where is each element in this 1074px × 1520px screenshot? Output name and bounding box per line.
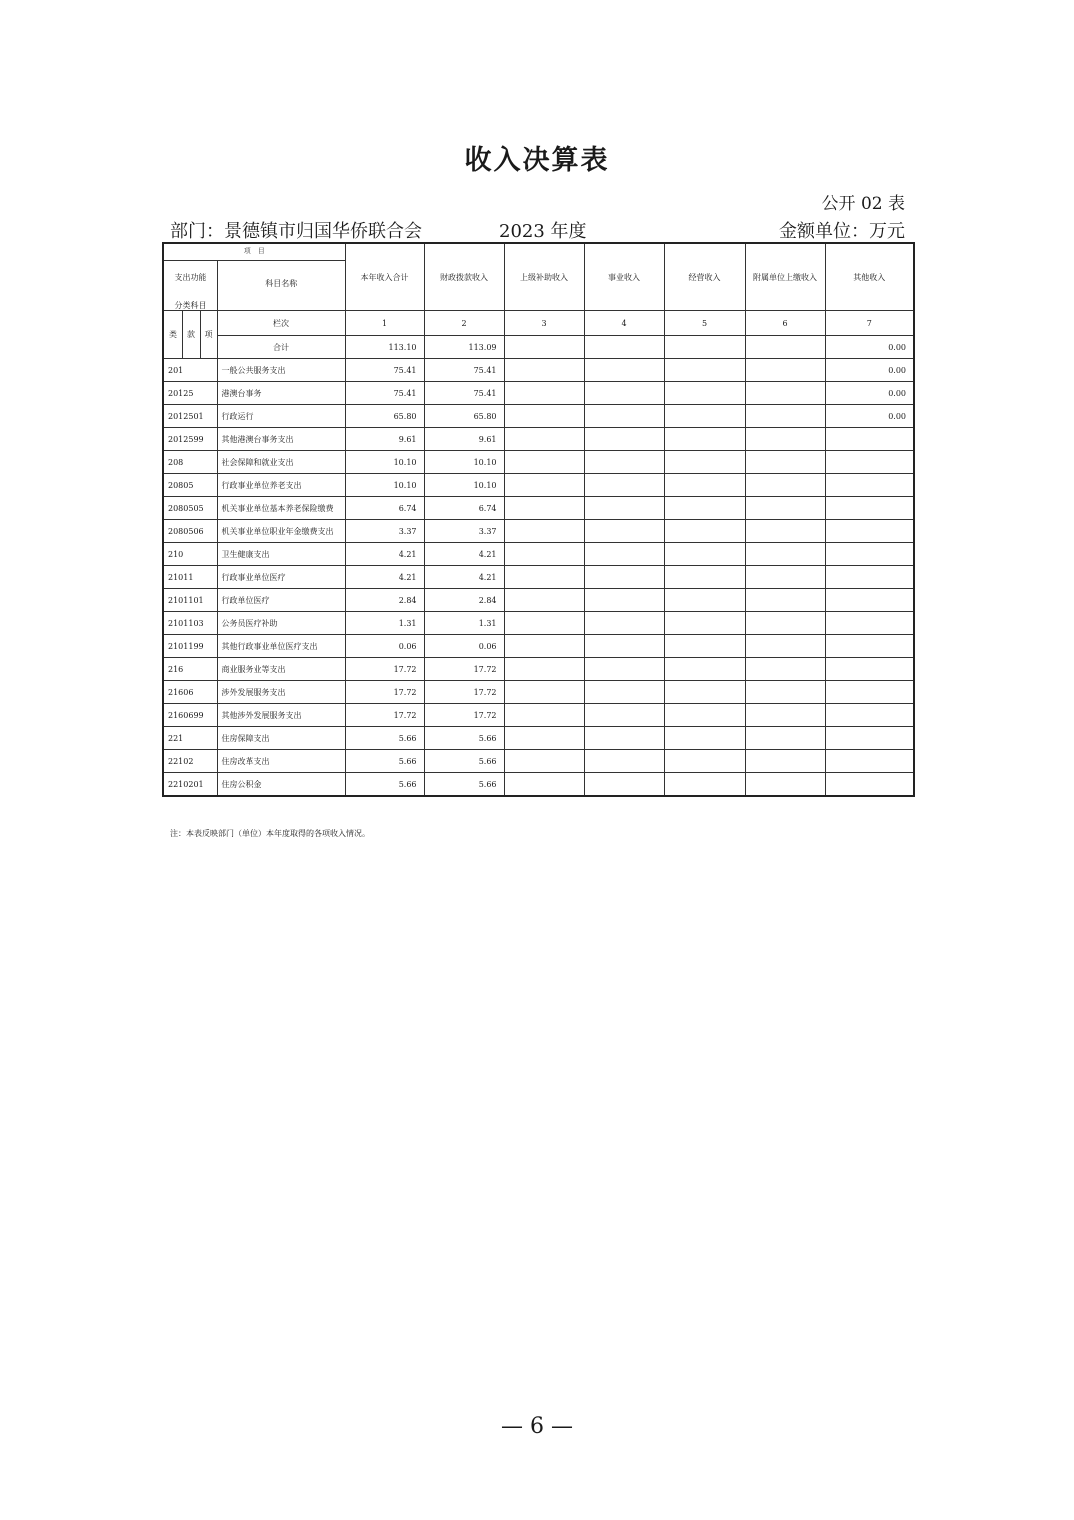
- table-row: [163, 474, 914, 497]
- row-subject-name: 行政事业单位养老支出: [217, 474, 345, 497]
- empty-cell: [504, 451, 584, 474]
- total-label: 合计: [217, 336, 345, 359]
- empty-cell: [745, 428, 825, 451]
- table-note: 注：本表反映部门（单位）本年度取得的各项收入情况。: [170, 829, 370, 838]
- empty-cell: [504, 658, 584, 681]
- empty-cell: [584, 497, 664, 520]
- row-code: 216: [163, 658, 217, 681]
- col-num: 6: [745, 311, 825, 336]
- empty-cell: [504, 773, 584, 797]
- empty-cell: [664, 451, 745, 474]
- col-fiscal-header: 财政拨款收入: [424, 243, 504, 311]
- empty-cell: [745, 612, 825, 635]
- row-subject-name: 一般公共服务支出: [217, 359, 345, 382]
- empty-cell: [584, 405, 664, 428]
- row-other: [825, 704, 914, 727]
- lei-kuan-xiang: [163, 311, 217, 359]
- row-other: [825, 750, 914, 773]
- row-total: 9.61: [345, 428, 424, 451]
- row-subject-name: 行政运行: [217, 405, 345, 428]
- empty-cell: [664, 543, 745, 566]
- table-row: [163, 359, 914, 382]
- row-total: 5.66: [345, 773, 424, 797]
- table-row: [163, 543, 914, 566]
- empty-cell: [664, 520, 745, 543]
- empty-cell: [745, 497, 825, 520]
- col-total-header: 本年收入合计: [345, 243, 424, 311]
- empty-cell: [584, 382, 664, 405]
- row-other: [825, 474, 914, 497]
- row-other: [825, 543, 914, 566]
- row-fiscal: 4.21: [424, 566, 504, 589]
- empty-cell: [584, 727, 664, 750]
- empty-cell: [504, 382, 584, 405]
- table-row: [163, 681, 914, 704]
- empty-cell: [584, 543, 664, 566]
- empty-cell: [745, 635, 825, 658]
- table-row: [163, 658, 914, 681]
- empty-cell: [504, 727, 584, 750]
- subject-name-header: 科目名称: [265, 279, 298, 288]
- row-subject-name: 商业服务业等支出: [217, 658, 345, 681]
- row-code: 21011: [163, 566, 217, 589]
- project-label: 项 目: [164, 244, 345, 261]
- empty-cell: [745, 704, 825, 727]
- empty-cell: [504, 405, 584, 428]
- empty-cell: [745, 474, 825, 497]
- row-fiscal: 3.37: [424, 520, 504, 543]
- row-other: 0.00: [825, 382, 914, 405]
- table-row: [163, 520, 914, 543]
- empty-cell: [745, 405, 825, 428]
- table-row: [163, 612, 914, 635]
- row-total: 3.37: [345, 520, 424, 543]
- table-row: [163, 566, 914, 589]
- row-fiscal: 65.80: [424, 405, 504, 428]
- empty-cell: [745, 727, 825, 750]
- empty-cell: [664, 773, 745, 797]
- empty-cell: [504, 520, 584, 543]
- unit-label: 金额单位：万元: [779, 221, 905, 242]
- lanci-label: 栏次: [217, 311, 345, 336]
- empty-cell: [664, 474, 745, 497]
- col-superior-header: 上级补助收入: [504, 243, 584, 311]
- empty-cell: [504, 336, 584, 359]
- row-code: 2012501: [163, 405, 217, 428]
- row-other: [825, 681, 914, 704]
- empty-cell: [664, 658, 745, 681]
- row-other: [825, 497, 914, 520]
- row-subject-name: 机关事业单位基本养老保险缴费: [217, 497, 345, 520]
- empty-cell: [584, 589, 664, 612]
- row-code: 20125: [163, 382, 217, 405]
- row-subject-name: 住房保障支出: [217, 727, 345, 750]
- empty-cell: [745, 451, 825, 474]
- row-other: [825, 566, 914, 589]
- row-total: 75.41: [345, 359, 424, 382]
- empty-cell: [584, 635, 664, 658]
- empty-cell: [664, 336, 745, 359]
- col-affiliated-header: 附属单位上缴收入: [745, 243, 825, 311]
- empty-cell: [504, 681, 584, 704]
- year-label: 2023 年度: [499, 221, 587, 242]
- row-fiscal: 10.10: [424, 474, 504, 497]
- func-class-header: [164, 260, 218, 310]
- table-row: [163, 635, 914, 658]
- row-code: 2101101: [163, 589, 217, 612]
- row-fiscal: 75.41: [424, 382, 504, 405]
- data-rows: [163, 359, 914, 797]
- empty-cell: [504, 612, 584, 635]
- row-total: 17.72: [345, 658, 424, 681]
- col-num: 4: [584, 311, 664, 336]
- empty-cell: [504, 428, 584, 451]
- empty-cell: [504, 359, 584, 382]
- row-other: [825, 451, 914, 474]
- table-row: [163, 428, 914, 451]
- empty-cell: [504, 635, 584, 658]
- empty-cell: [584, 704, 664, 727]
- empty-cell: [584, 773, 664, 797]
- table-row: [163, 589, 914, 612]
- empty-cell: [584, 520, 664, 543]
- empty-cell: [664, 428, 745, 451]
- row-fiscal: 2.84: [424, 589, 504, 612]
- empty-cell: [745, 382, 825, 405]
- row-subject-name: 行政单位医疗: [217, 589, 345, 612]
- total-fiscal: 113.09: [424, 336, 504, 359]
- row-other: [825, 773, 914, 797]
- row-fiscal: 1.31: [424, 612, 504, 635]
- row-fiscal: 75.41: [424, 359, 504, 382]
- empty-cell: [504, 497, 584, 520]
- row-other: 0.00: [825, 405, 914, 428]
- row-total: 5.66: [345, 727, 424, 750]
- row-subject-name: 涉外发展服务支出: [217, 681, 345, 704]
- form-code: 公开 02 表: [821, 194, 905, 214]
- empty-cell: [504, 543, 584, 566]
- col-num: 5: [664, 311, 745, 336]
- empty-cell: [745, 681, 825, 704]
- row-code: 22102: [163, 750, 217, 773]
- kuan-label: 款: [182, 311, 201, 358]
- income-table: [162, 242, 915, 797]
- row-total: 17.72: [345, 704, 424, 727]
- row-fiscal: 17.72: [424, 704, 504, 727]
- row-code: 210: [163, 543, 217, 566]
- table-row: [163, 451, 914, 474]
- row-total: 4.21: [345, 566, 424, 589]
- row-code: 2210201: [163, 773, 217, 797]
- table-row: [163, 704, 914, 727]
- row-fiscal: 0.06: [424, 635, 504, 658]
- empty-cell: [584, 451, 664, 474]
- empty-cell: [504, 566, 584, 589]
- empty-cell: [664, 704, 745, 727]
- row-subject-name: 公务员医疗补助: [217, 612, 345, 635]
- row-other: [825, 612, 914, 635]
- row-code: 21606: [163, 681, 217, 704]
- row-total: 0.06: [345, 635, 424, 658]
- department-label: 部门：景德镇市归国华侨联合会: [170, 221, 422, 242]
- table-row: [163, 382, 914, 405]
- row-subject-name: 住房公积金: [217, 773, 345, 797]
- row-fiscal: 17.72: [424, 681, 504, 704]
- empty-cell: [664, 589, 745, 612]
- col-num: 2: [424, 311, 504, 336]
- row-total: 10.10: [345, 474, 424, 497]
- empty-cell: [504, 474, 584, 497]
- empty-cell: [745, 589, 825, 612]
- row-total: 75.41: [345, 382, 424, 405]
- row-other: 0.00: [825, 359, 914, 382]
- empty-cell: [584, 428, 664, 451]
- row-subject-name: 卫生健康支出: [217, 543, 345, 566]
- empty-cell: [664, 635, 745, 658]
- table-row: [163, 773, 914, 797]
- row-fiscal: 5.66: [424, 727, 504, 750]
- table-row: [163, 727, 914, 750]
- empty-cell: [664, 359, 745, 382]
- row-code: 2080506: [163, 520, 217, 543]
- row-subject-name: 机关事业单位职业年金缴费支出: [217, 520, 345, 543]
- row-code: 20805: [163, 474, 217, 497]
- xiang-label: 项: [204, 330, 213, 339]
- row-subject-name: 港澳台事务: [217, 382, 345, 405]
- empty-cell: [584, 359, 664, 382]
- empty-cell: [504, 750, 584, 773]
- row-other: [825, 428, 914, 451]
- row-other: [825, 589, 914, 612]
- meta-row: [170, 217, 905, 241]
- row-total: 1.31: [345, 612, 424, 635]
- empty-cell: [584, 336, 664, 359]
- empty-cell: [664, 405, 745, 428]
- row-fiscal: 5.66: [424, 773, 504, 797]
- empty-cell: [745, 566, 825, 589]
- row-subject-name: 住房改革支出: [217, 750, 345, 773]
- func-class-line1: 支出功能: [174, 273, 207, 282]
- total-other: 0.00: [825, 336, 914, 359]
- empty-cell: [745, 359, 825, 382]
- row-fiscal: 17.72: [424, 658, 504, 681]
- empty-cell: [664, 382, 745, 405]
- row-other: [825, 520, 914, 543]
- empty-cell: [584, 612, 664, 635]
- row-total: 2.84: [345, 589, 424, 612]
- col-num: 7: [825, 311, 914, 336]
- row-fiscal: 10.10: [424, 451, 504, 474]
- project-header: [163, 243, 345, 311]
- row-code: 2012599: [163, 428, 217, 451]
- empty-cell: [584, 750, 664, 773]
- row-total: 5.66: [345, 750, 424, 773]
- col-business-header: 事业收入: [584, 243, 664, 311]
- row-code: 2101103: [163, 612, 217, 635]
- row-subject-name: 行政事业单位医疗: [217, 566, 345, 589]
- row-total: 17.72: [345, 681, 424, 704]
- empty-cell: [504, 704, 584, 727]
- total-row: [163, 336, 914, 359]
- row-code: 2080505: [163, 497, 217, 520]
- col-num: 3: [504, 311, 584, 336]
- row-fiscal: 4.21: [424, 543, 504, 566]
- row-fiscal: 9.61: [424, 428, 504, 451]
- empty-cell: [664, 566, 745, 589]
- row-code: 2160699: [163, 704, 217, 727]
- empty-cell: [745, 520, 825, 543]
- empty-cell: [584, 681, 664, 704]
- empty-cell: [745, 750, 825, 773]
- row-subject-name: 其他港澳台事务支出: [217, 428, 345, 451]
- empty-cell: [664, 681, 745, 704]
- empty-cell: [664, 727, 745, 750]
- empty-cell: [745, 773, 825, 797]
- empty-cell: [504, 589, 584, 612]
- row-subject-name: 其他行政事业单位医疗支出: [217, 635, 345, 658]
- row-other: [825, 727, 914, 750]
- row-code: 221: [163, 727, 217, 750]
- row-total: 10.10: [345, 451, 424, 474]
- row-total: 6.74: [345, 497, 424, 520]
- row-subject-name: 其他涉外发展服务支出: [217, 704, 345, 727]
- row-code: 208: [163, 451, 217, 474]
- empty-cell: [584, 474, 664, 497]
- header-row: [163, 243, 914, 311]
- row-code: 201: [163, 359, 217, 382]
- row-fiscal: 5.66: [424, 750, 504, 773]
- empty-cell: [584, 566, 664, 589]
- empty-cell: [745, 658, 825, 681]
- row-total: 65.80: [345, 405, 424, 428]
- table-row: [163, 750, 914, 773]
- col-num: 1: [345, 311, 424, 336]
- empty-cell: [664, 750, 745, 773]
- col-other-header: 其他收入: [825, 243, 914, 311]
- empty-cell: [745, 543, 825, 566]
- total-value: 113.10: [345, 336, 424, 359]
- empty-cell: [664, 497, 745, 520]
- row-total: 4.21: [345, 543, 424, 566]
- table-row: [163, 497, 914, 520]
- row-fiscal: 6.74: [424, 497, 504, 520]
- func-class-line2: 分类科目: [174, 301, 207, 310]
- row-subject-name: 社会保障和就业支出: [217, 451, 345, 474]
- lanci-row: [163, 311, 914, 336]
- page-title: 收入决算表: [464, 145, 610, 176]
- row-other: [825, 635, 914, 658]
- col-operation-header: 经营收入: [664, 243, 745, 311]
- lei-label: 类: [164, 311, 183, 358]
- empty-cell: [584, 658, 664, 681]
- empty-cell: [745, 336, 825, 359]
- table-row: [163, 405, 914, 428]
- empty-cell: [664, 612, 745, 635]
- row-other: [825, 658, 914, 681]
- page-number: — 6 —: [501, 1414, 573, 1439]
- row-code: 2101199: [163, 635, 217, 658]
